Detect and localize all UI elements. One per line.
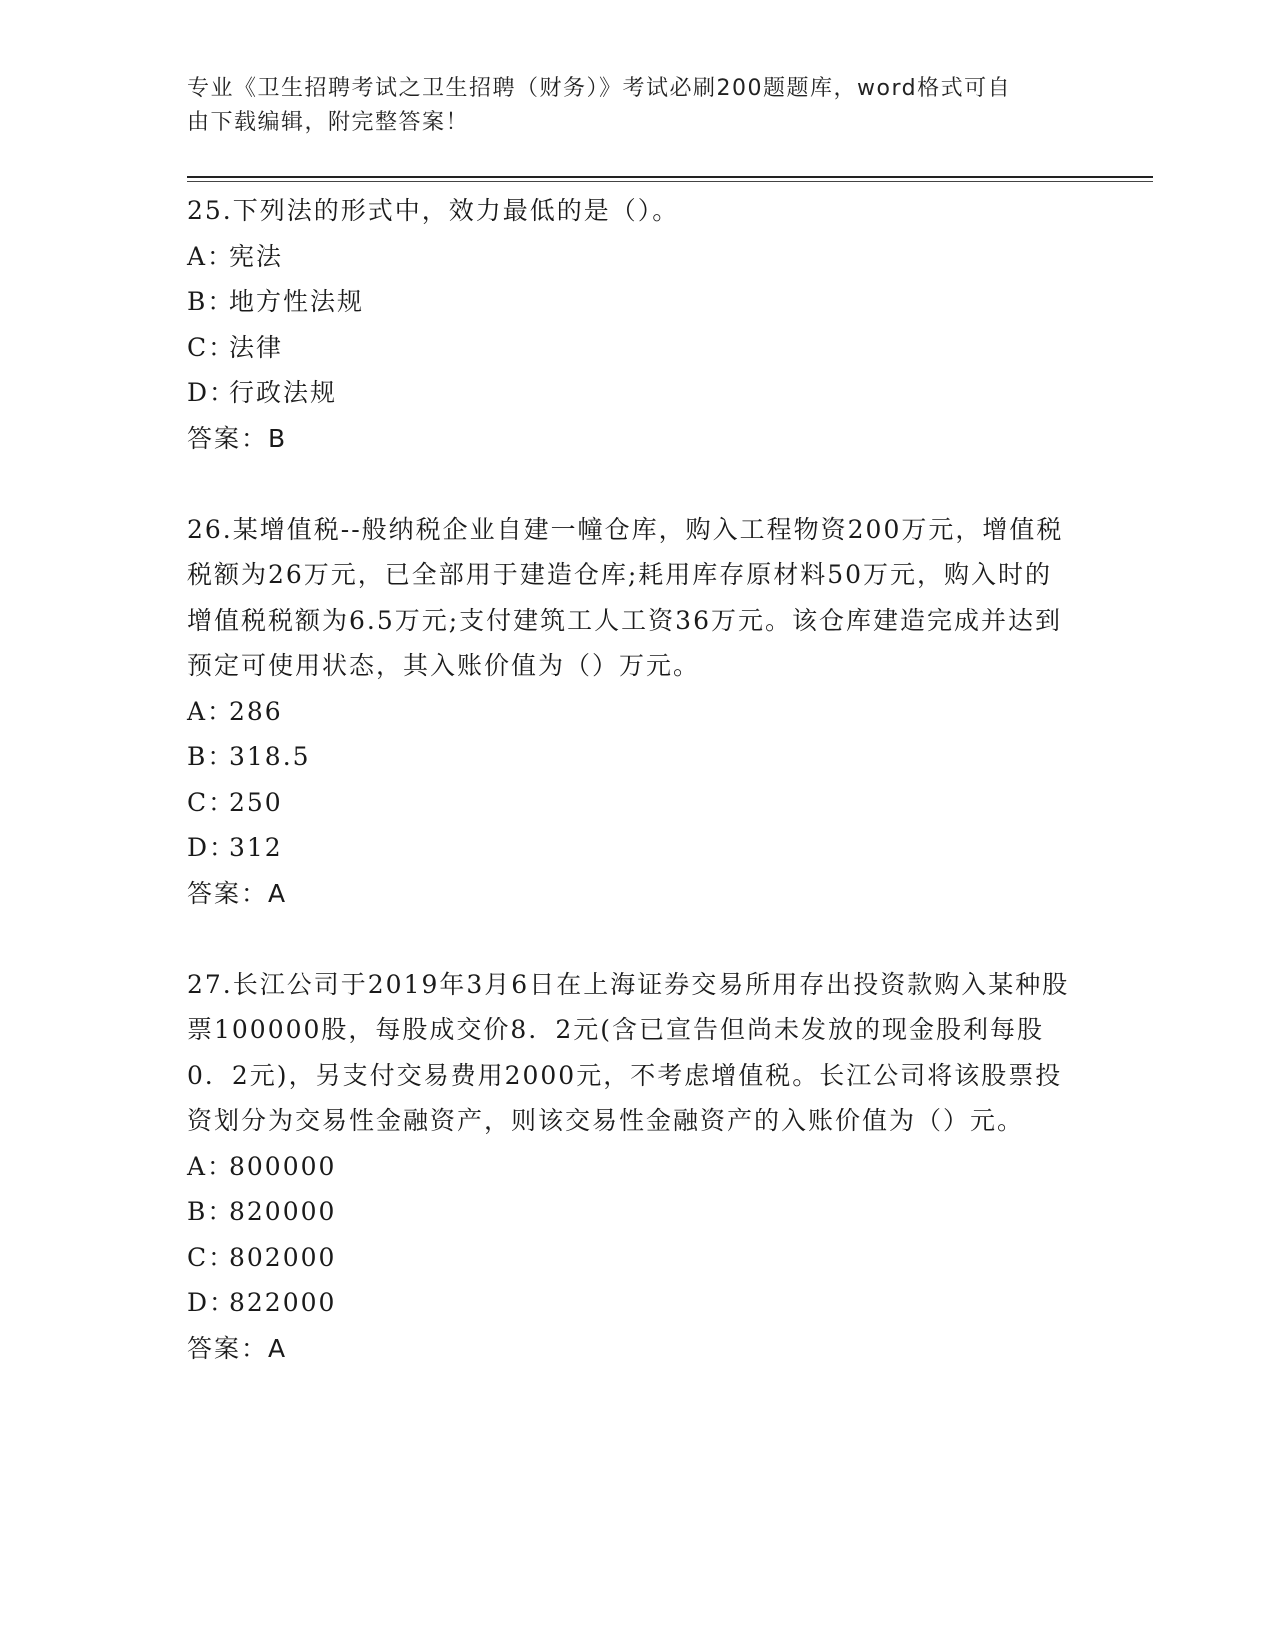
option-a [187,234,1077,280]
document-header [187,72,1067,140]
option-text: 286 [229,696,283,726]
option-label: B： [187,287,235,316]
option-label: A： [187,1151,235,1181]
question-text: 26.某增值税--般纳税企业自建一幢仓库，购入工程物资200万元，增值税税额为26万元，已全部用于建造仓库;耗用库存原材料50万元，购入时的增值税税额为6.5万元;支付建筑工人工资36万元。该仓库建造完成并达到预定可使用状态，其入账价值为（）万元。 [187,514,1064,680]
header-line-1: 专业《卫生招聘考试之卫生招聘（财务）》考试必刷200题题库，word格式可自 [187,76,1012,101]
option-label: C： [187,1242,236,1272]
option-a [187,1144,1077,1190]
option-label: D： [187,1288,237,1317]
option-b [187,279,1077,325]
header-rule-thick [187,176,1153,178]
option-text: 802000 [229,1242,337,1272]
option-text: 行政法规 [229,378,338,407]
question-text: 27.长江公司于2019年3月6日在上海证券交易所用存出投资款购入某种股票100000股，每股成交价8．2元(含已宣告但尚未发放的现金股利每股0．2元)，另支付交易费用2000元，不考虑增值税。长江公司将该股票投资划分为交易性金融资产，则该交易性金融资产的入账价值为（）元。 [187,969,1070,1135]
option-d [187,370,1077,416]
option-text: 地方性法规 [229,287,365,316]
question-text: 25.下列法的形式中，效力最低的是（）。 [187,196,680,225]
option-c [187,325,1077,371]
option-c [187,780,1077,826]
question-25 [187,188,1077,461]
option-label: A： [187,696,235,726]
option-label: A： [187,241,235,271]
option-label: B： [187,1197,235,1226]
option-b [187,734,1077,780]
option-a [187,689,1077,735]
question-26 [187,507,1077,917]
option-d [187,825,1077,871]
option-text: 312 [229,833,283,862]
option-text: 法律 [229,332,284,362]
answer-line: 答案：A [187,878,288,908]
option-c [187,1235,1077,1281]
option-text: 820000 [229,1197,337,1226]
option-d [187,1280,1077,1326]
option-label: C： [187,787,236,817]
answer-line: 答案：B [187,423,288,453]
question-list [187,188,1077,1371]
header-line-2: 由下载编辑，附完整答案！ [187,110,470,135]
question-spacer [187,916,1077,962]
question-spacer [187,461,1077,507]
option-label: D： [187,833,237,862]
question-27 [187,962,1077,1372]
answer-line: 答案：A [187,1333,288,1363]
option-text: 822000 [229,1288,337,1317]
option-text: 800000 [229,1151,337,1181]
header-rule-thin [187,181,1153,182]
option-text: 250 [229,787,283,817]
option-text: 宪法 [229,241,284,271]
option-label: B： [187,742,235,771]
option-label: C： [187,332,236,362]
option-label: D： [187,378,237,407]
option-b [187,1189,1077,1235]
option-text: 318.5 [229,742,311,771]
